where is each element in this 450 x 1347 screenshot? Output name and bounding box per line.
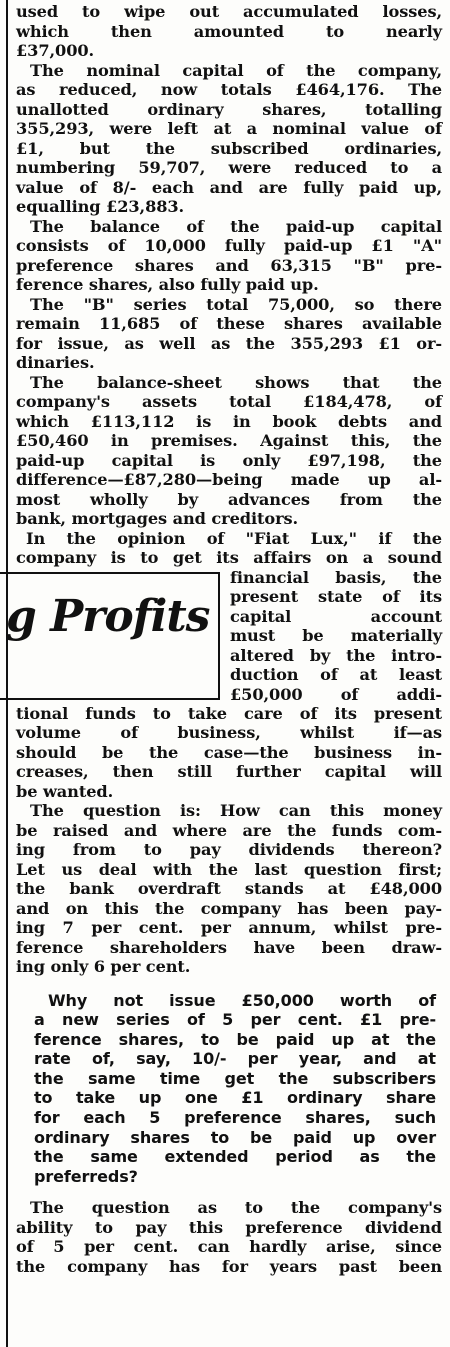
paragraph-6-wrapped <box>230 568 442 705</box>
headline: g Profits <box>6 590 210 642</box>
line: as reduced, now totals £464,176. The <box>16 80 442 99</box>
line: In the opinion of "Fiat Lux," if the <box>26 528 442 548</box>
line: paid-up capital is only £97,198, the <box>16 450 442 470</box>
line: tional funds to take care of its present <box>16 703 442 723</box>
line: ference shares, also fully paid up. <box>16 275 319 294</box>
paragraph-8 <box>16 1198 442 1276</box>
line: ing 7 per cent. per annum, whilst pre- <box>16 918 442 937</box>
line: The "B" series total 75,000, so there <box>30 294 442 314</box>
line: and on this the company has been pay- <box>16 898 442 918</box>
line: £50,460 in premises. Against this, the <box>16 431 442 450</box>
line: preference shares and 63,315 "B" pre- <box>16 255 442 275</box>
line: The question is: How can this money <box>30 801 442 820</box>
line: ference shareholders have been draw- <box>16 937 442 957</box>
line: value of 8/- each and are fully paid up, <box>16 177 442 197</box>
line: rate of, say, 10/- per year, and at <box>34 1049 436 1069</box>
line: company's assets total £184,478, of <box>16 392 442 411</box>
line: most wholly by advances from the <box>16 489 442 509</box>
line: of 5 per cent. can hardly arise, since <box>16 1237 442 1257</box>
line: Why not issue £50,000 worth of <box>48 990 436 1010</box>
line: be wanted. <box>16 781 114 801</box>
line: present state of its <box>230 587 442 606</box>
paragraph-5 <box>16 373 442 529</box>
line: for each 5 preference shares, such <box>34 1108 436 1128</box>
line: the same time get the subscribers <box>34 1068 436 1088</box>
paragraph-3 <box>16 217 442 295</box>
line: must be materially <box>230 626 442 645</box>
paragraph-4 <box>16 295 442 373</box>
paragraph-6-start <box>16 529 442 568</box>
line: the bank overdraft stands at £48,000 <box>16 879 442 898</box>
line: creases, then still further capital will <box>16 762 442 781</box>
article-column <box>6 2 442 1276</box>
line: ordinary shares to be paid up over <box>34 1127 436 1147</box>
line: ference shares, to be paid up at the <box>34 1029 436 1049</box>
line: ability to pay this preference dividend <box>16 1217 442 1237</box>
line: 355,293, were left at a nominal value of <box>16 119 442 138</box>
line: the same extended period as the <box>34 1147 436 1167</box>
line: duction of at least <box>230 665 442 684</box>
line: volume of business, whilst if—as <box>16 723 442 742</box>
paragraph-6-end <box>16 704 442 802</box>
line: financial basis, the <box>230 567 442 587</box>
line: Let us deal with the last question first; <box>16 859 442 879</box>
line: for issue, as well as the 355,293 £1 or- <box>16 333 442 353</box>
line: dinaries. <box>16 353 95 372</box>
line: ing only 6 per cent. <box>16 957 191 976</box>
line: numbering 59,707, were reduced to a <box>16 158 442 177</box>
paragraph-7 <box>16 801 442 977</box>
line: to take up one £1 ordinary share <box>34 1088 436 1108</box>
line: altered by the intro- <box>230 645 442 665</box>
line: which then amounted to nearly <box>16 21 442 41</box>
line: £50,000 of addi- <box>230 684 442 704</box>
pull-quote <box>16 991 442 1187</box>
line: £37,000. <box>16 41 95 60</box>
line: difference—£87,280—being made up al- <box>16 470 442 489</box>
line: The balance-sheet shows that the <box>30 372 442 392</box>
line: unallotted ordinary shares, totalling <box>16 99 442 119</box>
line: the company has for years past been <box>16 1256 442 1276</box>
line: preferreds? <box>34 1166 138 1186</box>
line: used to wipe out accumulated losses, <box>16 2 442 21</box>
line: equalling £23,883. <box>16 197 185 216</box>
line: consists of 10,000 fully paid-up £1 "A" <box>16 236 442 255</box>
paragraph-2 <box>16 61 442 217</box>
paragraph-1 <box>16 2 442 61</box>
line: £1, but the subscribed ordinaries, <box>16 138 442 158</box>
line: bank, mortgages and creditors. <box>16 509 299 528</box>
line: ing from to pay dividends thereon? <box>16 840 442 859</box>
line: company is to get its affairs on a sound <box>16 548 442 567</box>
headline-box <box>0 572 220 700</box>
line: should be the case—the business in- <box>16 742 442 762</box>
line: capital account <box>230 606 442 626</box>
line: The question as to the company's <box>30 1198 442 1218</box>
line: which £113,112 is in book debts and <box>16 411 442 431</box>
headline-box-region <box>6 567 442 704</box>
line: The nominal capital of the company, <box>30 60 442 80</box>
line: The balance of the paid-up capital <box>30 216 442 236</box>
line: be raised and where are the funds com- <box>16 820 442 840</box>
line: a new series of 5 per cent. £1 pre- <box>34 1010 436 1030</box>
line: remain 11,685 of these shares available <box>16 314 442 333</box>
